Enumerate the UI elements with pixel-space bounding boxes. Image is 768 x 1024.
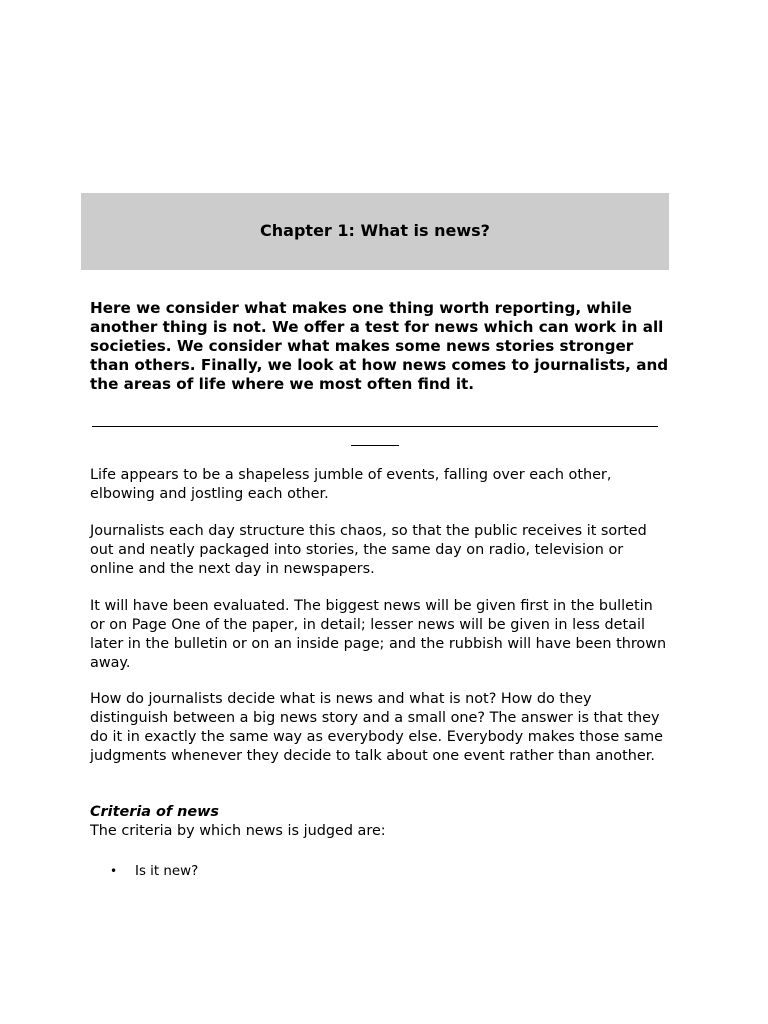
section-divider-tail — [351, 445, 399, 446]
list-item — [90, 862, 650, 881]
list-item-text: Is it new? — [135, 864, 199, 879]
criteria-intro: The criteria by which news is judged are: — [90, 823, 386, 839]
bullet-icon: • — [110, 864, 118, 878]
chapter-banner — [81, 193, 669, 270]
criteria-list — [90, 862, 650, 881]
chapter-title: Chapter 1: What is news? — [260, 221, 490, 240]
section-divider — [92, 426, 658, 427]
body-paragraph: It will have been evaluated. The biggest news will be given first in the bulletin or on Page One of the paper, in detail; lesser news will be given in less detail later in the bulletin or on an inside page; and the rubbish will have been thrown away. — [90, 598, 667, 671]
body-paragraph: How do journalists decide what is news and what is not? How do they distinguish between a big news story and a small one? The answer is that they do it in exactly the same way as everybody else. Everybody makes those same judgments whenever they decide to talk about one event rather than another. — [90, 691, 664, 764]
body-paragraph: Life appears to be a shapeless jumble of events, falling over each other, elbowing and jostling each other. — [90, 467, 612, 502]
criteria-heading: Criteria of news — [90, 804, 220, 820]
body-paragraph: Journalists each day structure this chaos, so that the public receives it sorted out and neatly packaged into stories, the same day on radio, television or online and the next day in newspapers. — [90, 523, 647, 577]
chapter-intro: Here we consider what makes one thing worth reporting, while another thing is not. We offer a test for news which can work in all societies. We consider what makes some news stories stronger than others. Finally, we look at how news comes to journalists, and the areas of life where we most often find it. — [90, 299, 669, 393]
